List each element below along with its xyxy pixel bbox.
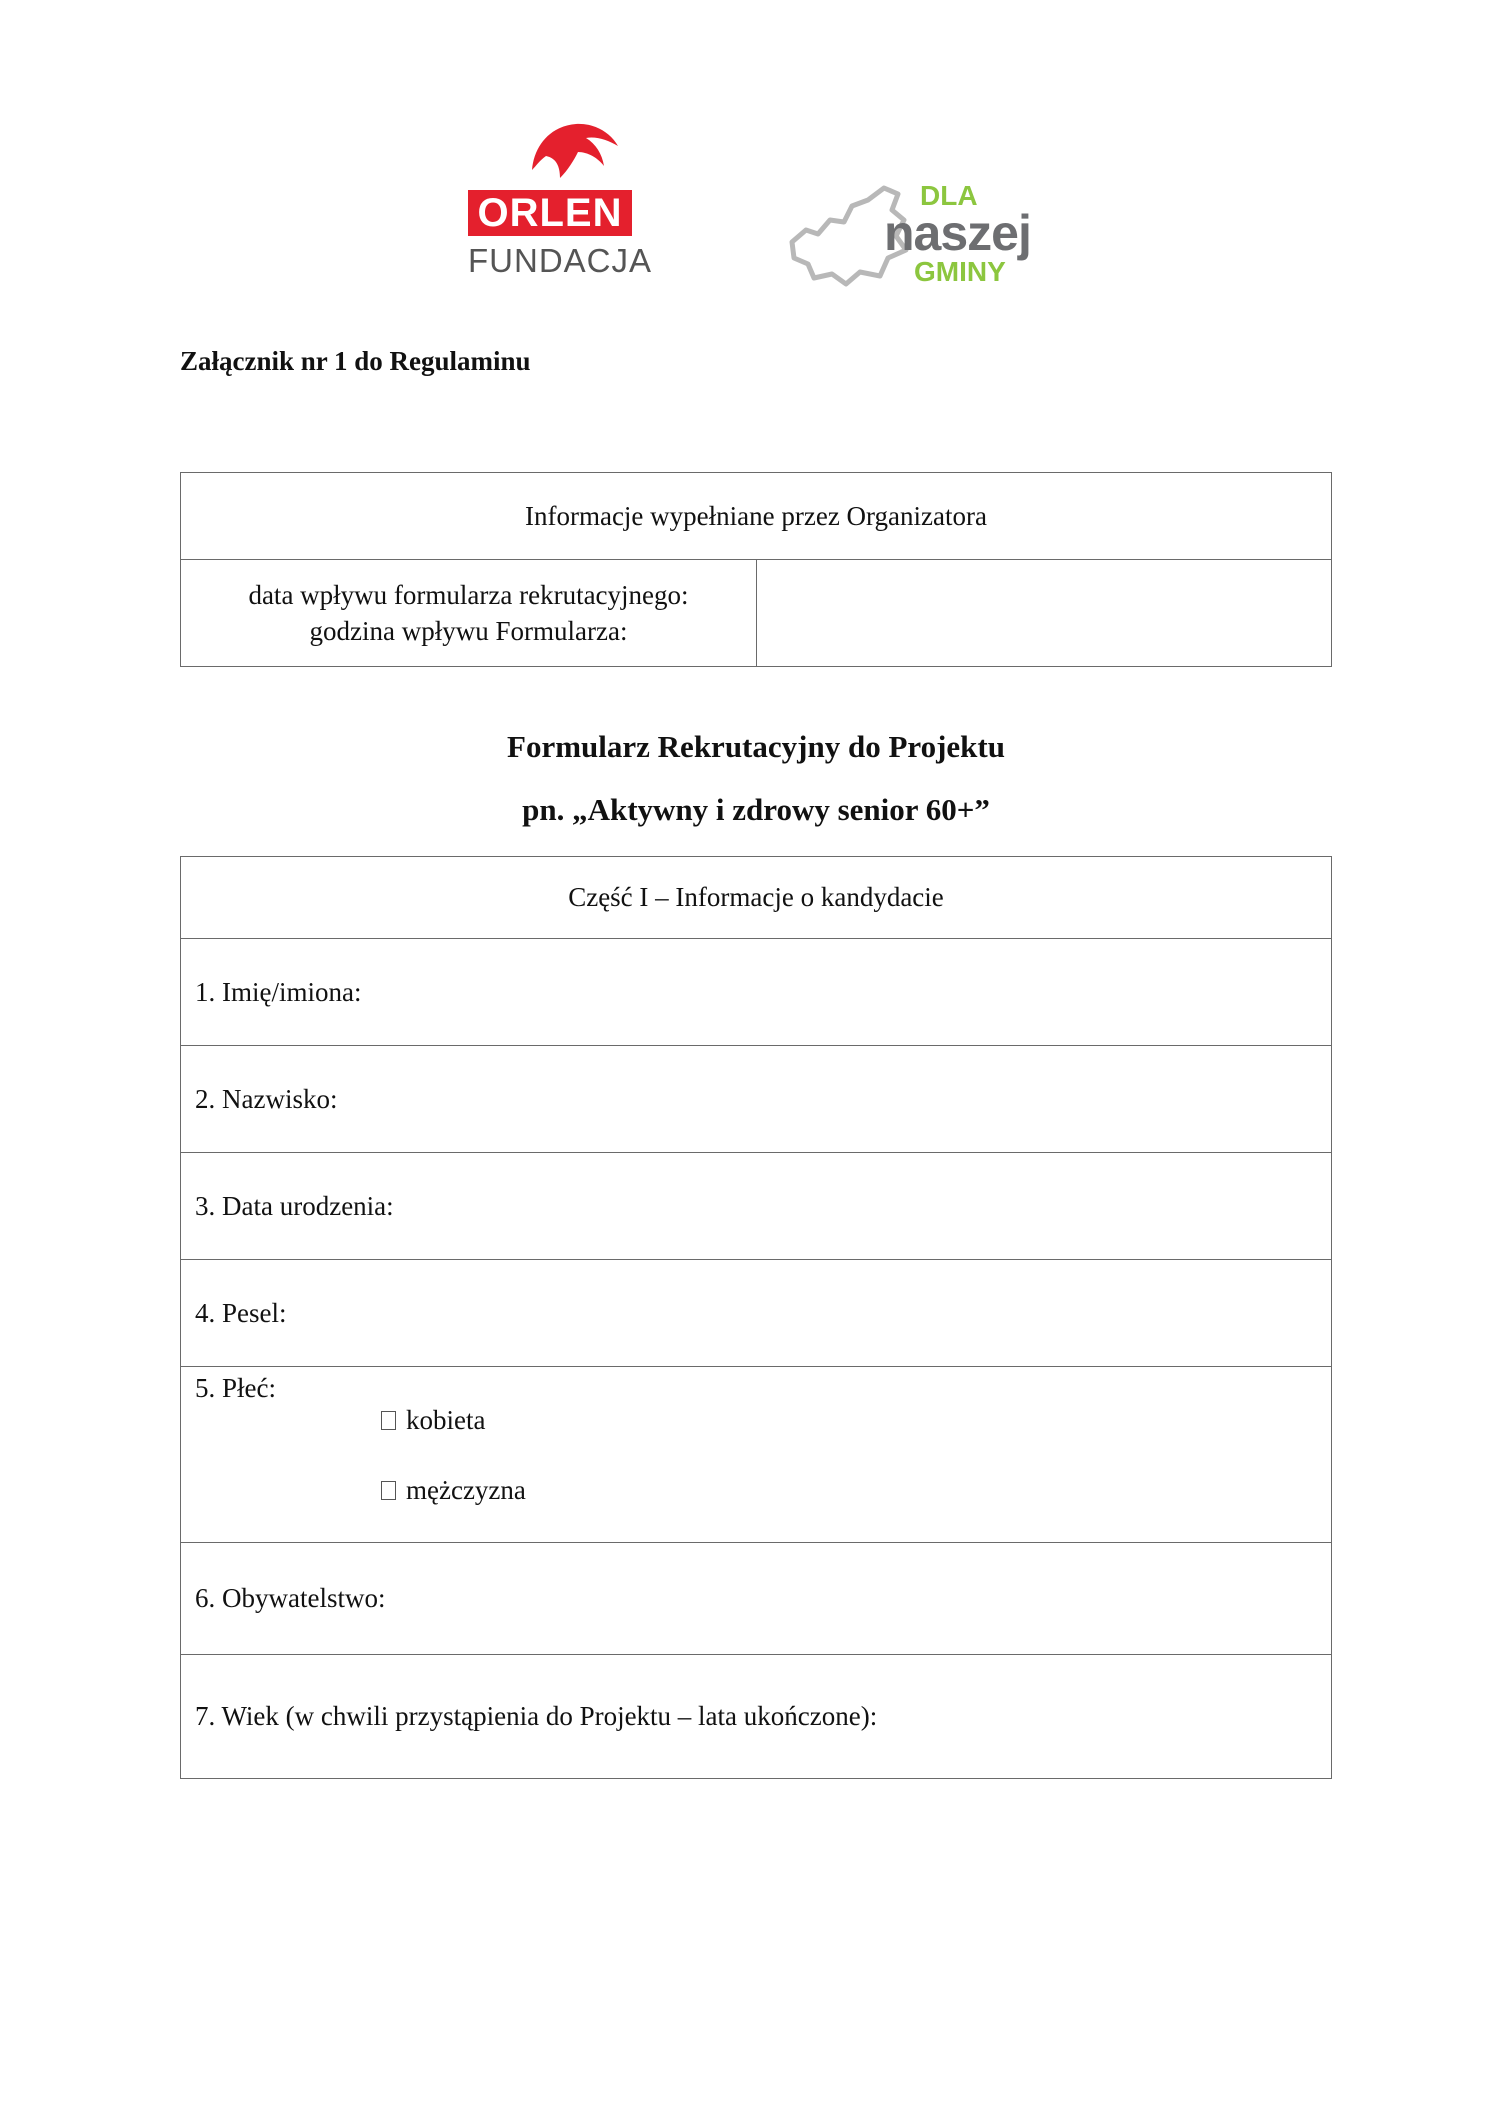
orlen-wordmark: ORLEN <box>468 190 632 236</box>
logo-text-gminy: GMINY <box>914 256 1006 287</box>
form-title: Formularz Rekrutacyjny do Projektu <box>507 729 1005 764</box>
orlen-fundacja-logo <box>462 118 653 288</box>
logo-text-dla: DLA <box>920 180 978 211</box>
candidate-info-table <box>180 856 1332 1779</box>
project-name: pn. „Aktywny i zdrowy senior 60+” <box>522 792 990 827</box>
organizer-table-header: Informacje wypełniane przez Organizatora <box>181 473 1332 560</box>
organizer-info-table <box>180 472 1332 667</box>
pesel-field[interactable]: 4. Pesel: <box>181 1260 1332 1367</box>
surname-field[interactable]: 2. Nazwisko: <box>181 1046 1332 1153</box>
gender-option-female[interactable] <box>381 1405 485 1436</box>
citizenship-field[interactable]: 6. Obywatelstwo: <box>181 1543 1332 1655</box>
age-field[interactable]: 7. Wiek (w chwili przystąpienia do Projektu – lata ukończone): <box>181 1655 1332 1779</box>
attachment-label: Załącznik nr 1 do Regulaminu <box>180 346 531 376</box>
gender-option-label: kobieta <box>406 1405 486 1435</box>
gender-option-male[interactable] <box>381 1475 526 1506</box>
candidate-table-header: Część I – Informacje o kandydacie <box>181 857 1332 939</box>
receipt-time-label: godzina wpływu Formularza: <box>309 616 628 646</box>
gender-field <box>181 1367 1332 1543</box>
receipt-date-label: data wpływu formularza rekrutacyjnego: <box>248 580 689 610</box>
checkbox-icon[interactable] <box>381 1481 396 1500</box>
birth-date-field[interactable]: 3. Data urodzenia: <box>181 1153 1332 1260</box>
receipt-info-labels <box>181 560 757 667</box>
fundacja-wordmark: FUNDACJA <box>468 242 653 279</box>
first-name-field[interactable]: 1. Imię/imiona: <box>181 939 1332 1046</box>
logo-text-naszej: naszej <box>884 205 1031 261</box>
orlen-eagle-icon <box>524 118 620 184</box>
dla-naszej-gminy-logo <box>788 168 1038 298</box>
receipt-info-field[interactable] <box>757 560 1332 667</box>
gender-label: 5. Płeć: <box>195 1373 276 1403</box>
checkbox-icon[interactable] <box>381 1411 396 1430</box>
gender-option-label: mężczyzna <box>406 1475 526 1505</box>
